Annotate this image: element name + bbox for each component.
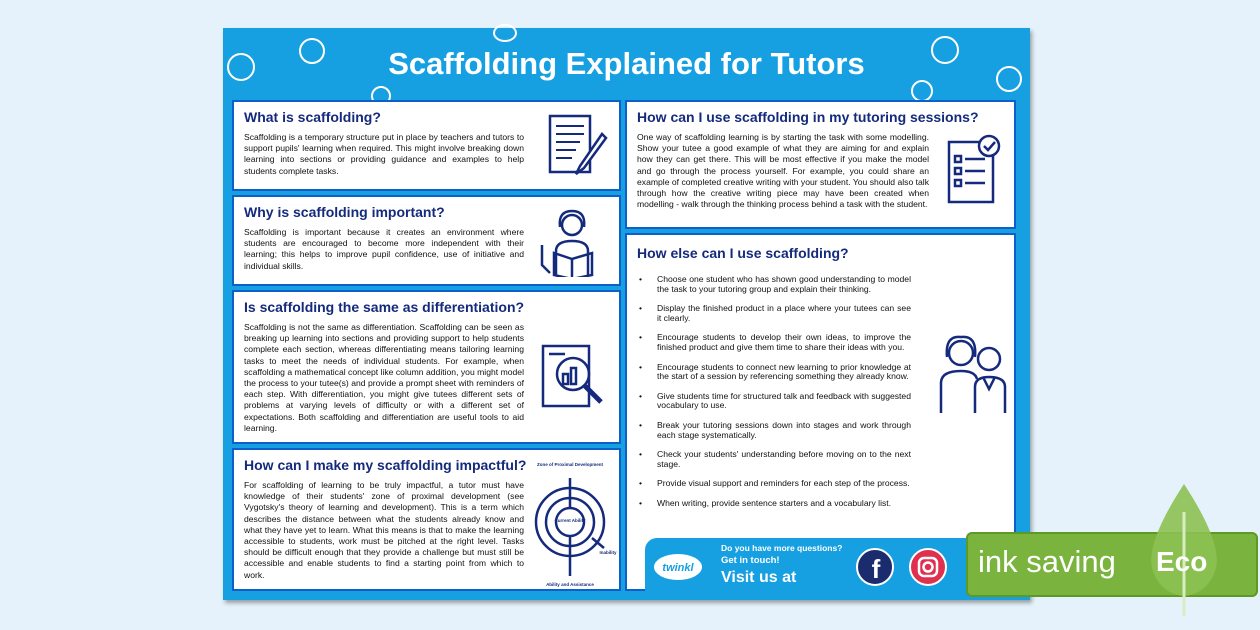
section-body: Scaffolding is a temporary structure put in place by teachers and tutors to support pupils' learning when required. This might involve breaking down learning into sections or providing guidance and examples to help students complete tasks. <box>244 132 524 176</box>
section-heading: How can I use scaffolding in my tutoring sessions? <box>637 109 979 125</box>
diagram-label-center: Current Ability <box>554 518 586 523</box>
section-why <box>232 195 621 286</box>
section-heading: How else can I use scaffolding? <box>637 245 849 261</box>
list-item: • Check your students' understanding before moving on to the next stage. <box>639 450 911 469</box>
section-body: Scaffolding is important because it creates an environment where students are encouraged to become more independent with their learning; this helps to improve pupil confidence, use of initiative and individual skills. <box>244 227 524 271</box>
zpd-diagram <box>530 456 622 590</box>
bubble-decoration <box>911 80 933 102</box>
list-item: • Encourage students to connect new learning to prior knowledge at the start of a session by referencing something they already know. <box>639 363 911 382</box>
section-heading: What is scaffolding? <box>244 109 381 125</box>
section-heading: How can I make my scaffolding impactful? <box>244 457 527 473</box>
eco-label: ink saving <box>978 544 1116 579</box>
list-item: • Break your tutoring sessions down into stages and work through each stage systematically. <box>639 421 911 440</box>
list-item: • When writing, provide sentence starters and a vocabulary list. <box>639 499 911 509</box>
section-differentiation <box>232 290 621 444</box>
list-item: • Encourage students to develop their own ideas, to improve the finished product and give them time to share their ideas with you. <box>639 333 911 352</box>
section-use <box>625 100 1016 229</box>
section-impactful <box>232 448 621 591</box>
tutors-icon <box>935 331 1015 417</box>
footer-visit[interactable]: Visit us at <box>721 569 797 586</box>
diagram-label-bottom: Ability and Assistance <box>546 582 594 587</box>
document-pen-icon <box>546 112 610 178</box>
eco-badge <box>966 532 1258 597</box>
section-heading: Is scaffolding the same as differentiation? <box>244 299 525 315</box>
list-item: • Provide visual support and reminders for each step of the process. <box>639 479 911 489</box>
instagram-icon[interactable] <box>908 547 948 587</box>
footer-bar <box>645 538 1005 596</box>
checklist-icon <box>945 132 1005 206</box>
tips-list <box>639 275 911 509</box>
diagram-label-right: Inability <box>599 550 617 555</box>
bubble-decoration <box>493 24 517 42</box>
page-title: Scaffolding Explained for Tutors <box>388 46 865 81</box>
list-item: • Choose one student who has shown good understanding to model the task to your tutoring group and explain their thinking. <box>639 275 911 294</box>
section-body: One way of scaffolding learning is by starting the task with some modelling. Show your tutee a good example of what they are aiming for and explain how they can get there. This will be most effective if you make the model and go through the process yourself. For example, you could share an example of completed creative writing with your student. You should also talk through how the creative writing piece may have been created when modelling - walk through the thinking process behind a task with the student. <box>637 132 929 210</box>
footer-question: Do you have more questions? <box>721 543 843 553</box>
section-body: Scaffolding is not the same as differentiation. Scaffolding can be seen as breaking up learning into sections and providing support to help students complete each section, whereas differentiating means tailoring learning tasks to meet the needs of individual students. For example, when scaffolding a mathematical concept like column addition, you might model the process to your tutee(s) and provide a prompt sheet with reminders of each step. With differentiation, you might give tutees different sets of problems at varying levels of difficulty or with a different set of expectations. Both scaffolding and differentiation are useful tools to aid learning. <box>244 322 524 433</box>
data-magnifier-icon <box>539 342 611 412</box>
eco-text: Eco <box>1156 546 1208 577</box>
section-what <box>232 100 621 191</box>
section-body: For scaffolding of learning to be truly impactful, a tutor must have knowledge of their students' zone of proximal development (see Vygotsky's theory of learning and development). This is a term which describes the distance between what the students already know and what they have yet to learn. What this means is that to make the learning accessible to students, work must be pitched at the right level. Tasks should be difficult enough that they provide a challenge but must still be accessible and enable students to find a starting point from which to work. <box>244 480 524 580</box>
diagram-label-top: Zone of Proximal Development <box>536 462 604 467</box>
svg-text:f: f <box>871 554 881 584</box>
section-heading: Why is scaffolding important? <box>244 204 445 220</box>
twinkl-logo <box>653 552 703 582</box>
facebook-icon[interactable] <box>855 547 895 587</box>
list-item: • Display the finished product in a place where your tutees can see it clearly. <box>639 304 911 323</box>
student-reading-icon <box>534 205 614 277</box>
footer-get-in-touch: Get in touch! <box>721 555 780 566</box>
list-item: • Give students time for structured talk and feedback with suggested vocabulary to use. <box>639 392 911 411</box>
svg-text:twinkl: twinkl <box>662 562 694 574</box>
